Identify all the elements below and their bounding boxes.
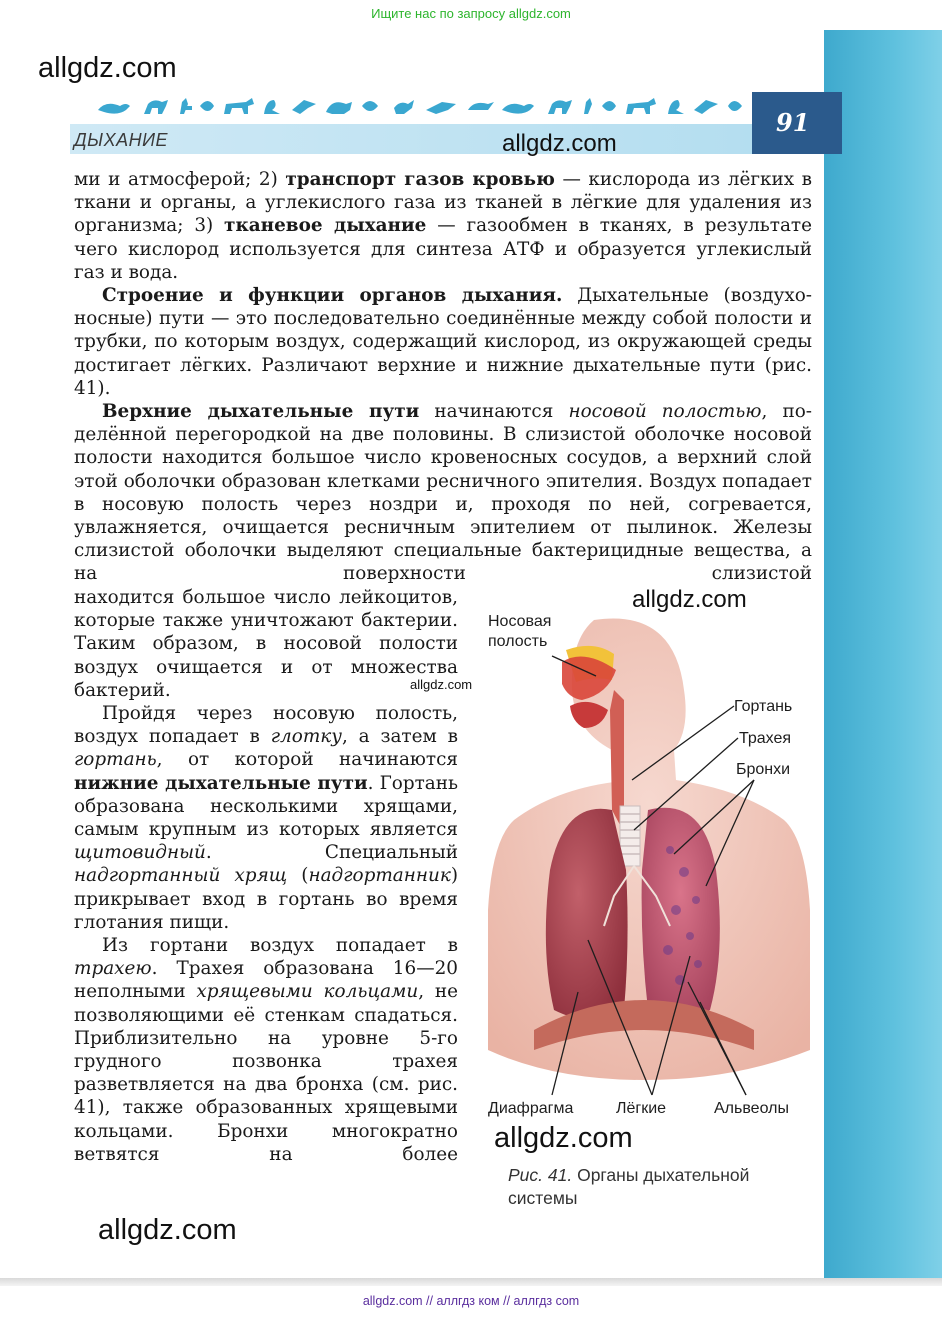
animal-silhouettes-icon [96,92,746,122]
page-edge-shadow [0,1278,942,1286]
label-diaphragm: Диафрагма [488,1100,574,1117]
main-text-full-width [74,168,812,586]
paragraph: Из гортани воздух попадает в трахею. Трахея образована 16—20 неполными хрящевыми кольцами, не позволяющими её стенкам спадаться. Приблизительно на уровне 5-го грудного позвонка трахея разветвляется на два бронха (см. рис. 41), также образованных хрящевыми кольцами. Бронхи многократно ветвятся на более [74,935,458,1165]
watermark: allgdz.com [38,52,177,84]
paragraph: Пройдя через носовую полость, воздух попадает в глотку, а затем в гортань, от которой начинаются нижние дыхательные пути. Гортань образована несколькими хрящами, самым крупным из которых является щитовидный. Специальный надгортанный хрящ (надгортанник) прикрывает вход в гортань во время глотания пищи. [74,703,458,933]
section-header-band [70,124,760,154]
top-ad-banner[interactable]: Ищите нас по запросу allgdz.com [371,6,571,21]
label-nasal-cavity: Носовая полость [488,613,552,650]
paragraph: Строение и функции органов дыхания. Дыхательные (воздухоносные) пути — это последовательно соединённые между собой полости и трубки, по которым воздух, содержащий кислород, из окружающей среды достигает лёгких. Различают верхние и нижние дыхательные пути (рис. 41). [74,285,812,399]
label-bronchi: Бронхи [736,761,791,778]
section-title: ДЫХАНИЕ [74,130,169,150]
label-alveoli: Альвеолы [714,1100,789,1117]
respiratory-system-illustration [484,610,814,1130]
watermark: allgdz.com [632,586,747,613]
main-text-left-column [74,586,458,1166]
watermark: allgdz.com [98,1214,237,1246]
label-lungs: Лёгкие [616,1100,667,1117]
bottom-ad-banner[interactable]: allgdz.com // аллгдз ком // аллгдз com [362,1294,580,1308]
side-color-bar [824,30,942,1280]
watermark: allgdz.com [410,677,473,692]
watermark: allgdz.com [502,130,617,157]
page-number: 91 [776,108,810,137]
figure-caption: Рис. 41. Органы дыхательной системы [508,1165,750,1208]
watermark: allgdz.com [494,1122,633,1154]
paragraph: Верхние дыхательные пути начинаются носовой полостью, поделённой перегородкой на две половины. В слизистой оболочке носовой полости находится большое число кровеносных сосудов, а верхний слой этой оболочки образован клетками ресничного эпителия. Воздух попадает в носовую полость через ноздри и, проходя по ней, согревается, увлажняется, очищается ресничным эпителием от пылинок. Железы слизистой оболочки выделяют специальные бактерицидные вещества, а на поверхности слизистой [74,401,812,585]
label-larynx: Гортань [734,698,793,715]
paragraph: ми и атмосферой; 2) транспорт газов кровью — кислорода из лёгких в ткани и органы, а углекислого газа из тканей в лёгкие для удаления из организма; 3) тканевое дыхание — газообмен в тканях, в результате чего кислород используется для синтеза АТФ и образуется углекислый газ и вода. [74,169,812,283]
paragraph: находится большое число лейкоцитов, которые также уничтожают бактерии. Таким образом, в носовой полости воздух очищается и от множества бактерий. [74,587,458,701]
label-trachea: Трахея [739,730,792,747]
